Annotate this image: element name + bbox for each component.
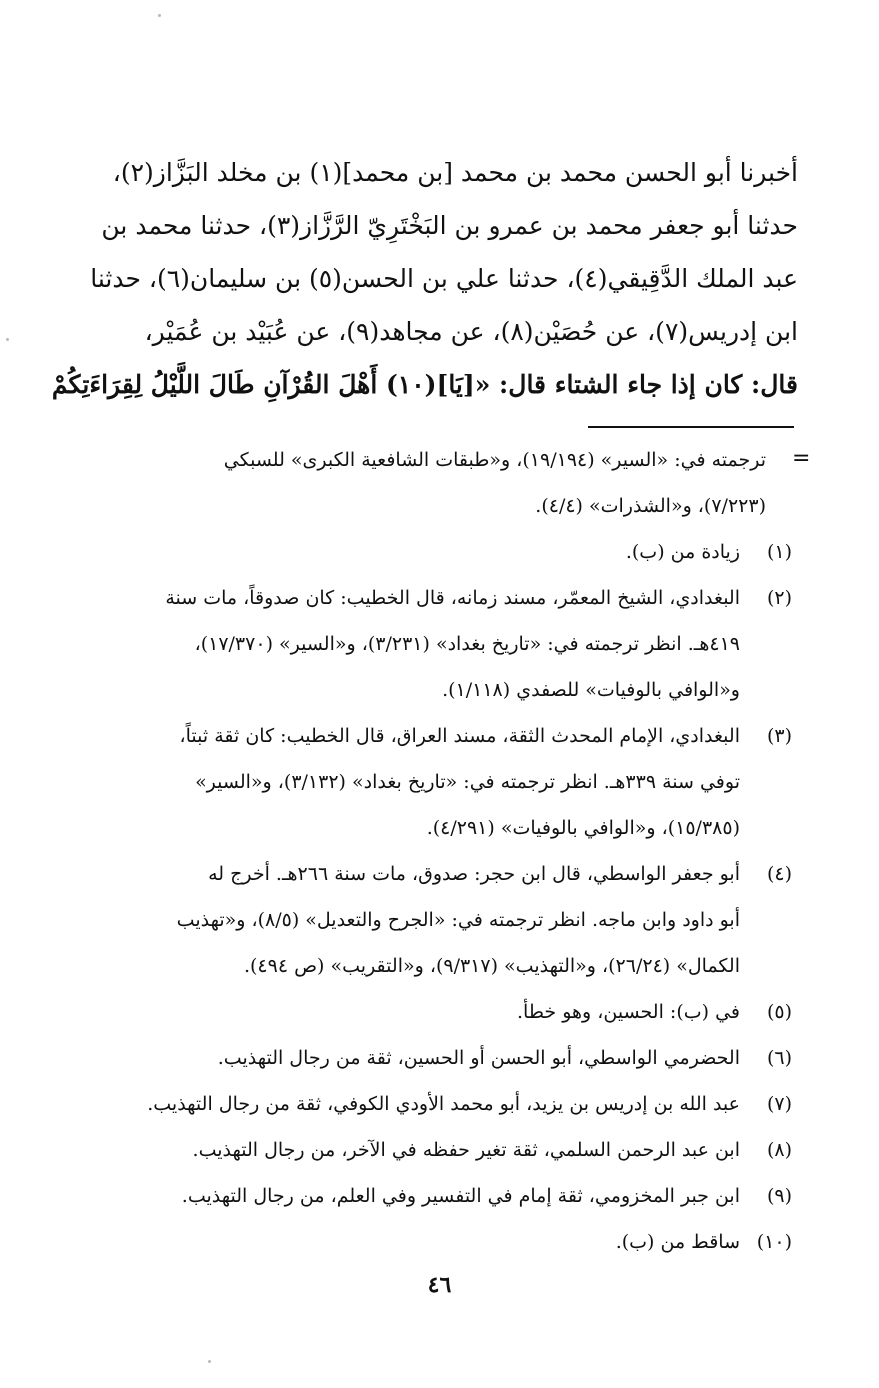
- footnote-line: و«الوافي بالوفيات» للصفدي (١/١١٨).: [442, 679, 740, 701]
- footnote-4: [92, 851, 792, 989]
- footnote-number: (٢): [766, 587, 792, 609]
- continuation-marker: =: [792, 446, 811, 471]
- main-text-line: حدثنا أبو جعفر محمد بن عمرو بن البَخْتَرِيّ الرَّزَّاز(٣)، حدثنا محمد بن: [101, 211, 798, 240]
- footnote-10: [92, 1219, 792, 1265]
- footnote-number: (٥): [766, 1001, 792, 1023]
- scan-speck: [158, 14, 161, 17]
- footnote-number: (١): [766, 541, 792, 563]
- footnote-9: [92, 1173, 792, 1219]
- main-text-line: أخبرنا أبو الحسن محمد بن محمد [بن محمد](١) بن مخلد البَزَّاز(٢)،: [112, 158, 798, 187]
- scan-speck: [6, 338, 9, 341]
- footnote-line: أبو داود وابن ماجه. انظر ترجمته في: «الجرح والتعديل» (٨/٥)، و«تهذيب: [176, 909, 740, 931]
- footnote-line: زيادة من (ب).: [625, 541, 740, 563]
- main-text-line: عبد الملك الدَّقِيقي(٤)، حدثنا علي بن الحسن(٥) بن سليمان(٦)، حدثنا: [90, 264, 798, 293]
- footnote-line: ترجمته في: «السير» (١٩/١٩٤)، و«طبقات الشافعية الكبرى» للسبكي: [223, 449, 766, 471]
- footnote-number: (٦): [766, 1047, 792, 1069]
- footnote-line: الحضرمي الواسطي، أبو الحسن أو الحسين، ثقة من رجال التهذيب.: [217, 1047, 740, 1069]
- footnote-line: في (ب): الحسين، وهو خطأ.: [517, 1001, 740, 1023]
- footnote-continued: [92, 437, 792, 529]
- footnote-number: (٩): [766, 1185, 792, 1207]
- footnotes: [92, 437, 792, 1265]
- footnote-number: (٧): [766, 1093, 792, 1115]
- footnote-line: (١٥/٣٨٥)، و«الوافي بالوفيات» (٤/٢٩١).: [426, 817, 740, 839]
- footnote-line: ابن عبد الرحمن السلمي، ثقة تغير حفظه في الآخر، من رجال التهذيب.: [192, 1139, 740, 1161]
- footnote-number: (١٠): [756, 1231, 792, 1253]
- footnote-line: عبد الله بن إدريس بن يزيد، أبو محمد الأودي الكوفي، ثقة من رجال التهذيب.: [147, 1093, 740, 1115]
- footnote-number: (٨): [766, 1139, 792, 1161]
- footnote-line: (٧/٢٢٣)، و«الشذرات» (٤/٤).: [535, 495, 766, 517]
- footnote-line: الكمال» (٢٦/٢٤)، و«التهذيب» (٩/٣١٧)، و«التقريب» (ص ٤٩٤).: [243, 955, 740, 977]
- footnote-3: [92, 713, 792, 851]
- footnote-line: ٤١٩هـ. انظر ترجمته في: «تاريخ بغداد» (٣/٢٣١)، و«السير» (١٧/٣٧٠)،: [194, 633, 740, 655]
- footnote-2: [92, 575, 792, 713]
- footnote-6: [92, 1035, 792, 1081]
- footnote-5: [92, 989, 792, 1035]
- scan-speck: [208, 1360, 211, 1363]
- footnote-line: توفي سنة ٣٣٩هـ. انظر ترجمته في: «تاريخ بغداد» (٣/١٣٢)، و«السير»: [195, 771, 740, 793]
- footnote-number: (٣): [766, 725, 792, 747]
- main-text-block: [51, 146, 798, 411]
- footnote-line: البغدادي، الشيخ المعمّر، مسند زمانه، قال الخطيب: كان صدوقاً، مات سنة: [165, 587, 740, 609]
- page-number: ٤٦: [427, 1272, 452, 1298]
- footnote-line: ساقط من (ب).: [615, 1231, 740, 1253]
- footnote-separator: [588, 426, 794, 428]
- footnote-1: [92, 529, 792, 575]
- main-text-line: ابن إدريس(٧)، عن حُصَيْن(٨)، عن مجاهد(٩)، عن عُبَيْد بن عُمَيْر،: [144, 317, 798, 346]
- footnote-7: [92, 1081, 792, 1127]
- footnote-line: ابن جبر المخزومي، ثقة إمام في التفسير وفي العلم، من رجال التهذيب.: [181, 1185, 740, 1207]
- footnote-number: [766, 437, 792, 529]
- footnote-line: أبو جعفر الواسطي، قال ابن حجر: صدوق، مات سنة ٢٦٦هـ. أخرج له: [208, 863, 740, 885]
- footnote-number: (٤): [766, 863, 792, 885]
- footnote-8: [92, 1127, 792, 1173]
- footnote-line: البغدادي، الإمام المحدث الثقة، مسند العراق، قال الخطيب: كان ثقة ثبتاً،: [179, 725, 740, 747]
- main-text-line: قال: كان إذا جاء الشتاء قال: «[يَا](١٠) أَهْلَ القُرْآنِ طَالَ اللَّيْلُ لِقِرَاءَتِكُمْ: [51, 370, 798, 399]
